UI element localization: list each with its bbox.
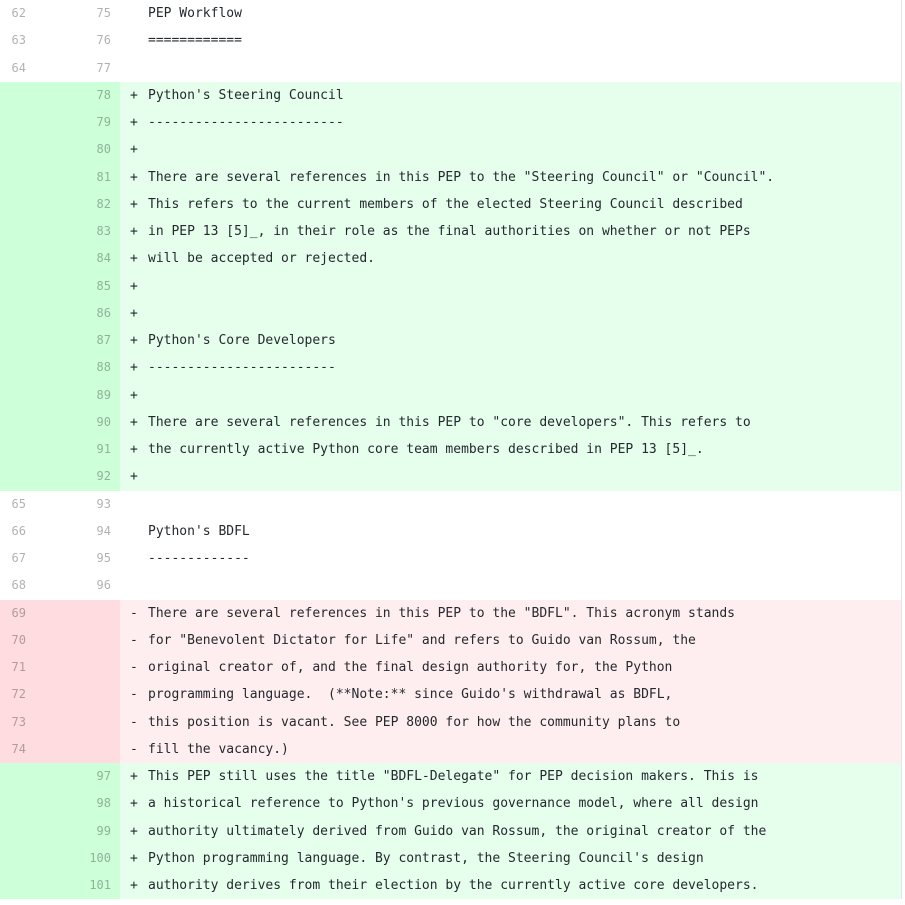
new-line-number[interactable]: 75 bbox=[96, 6, 111, 20]
diff-marker bbox=[120, 545, 148, 572]
old-line-number[interactable]: 63 bbox=[11, 33, 26, 48]
diff-marker bbox=[120, 27, 148, 54]
new-line-number[interactable]: 80 bbox=[36, 136, 120, 163]
new-line-number[interactable]: 86 bbox=[36, 300, 120, 327]
old-line-number[interactable] bbox=[0, 245, 36, 272]
new-line-number[interactable]: 99 bbox=[36, 818, 120, 845]
diff-marker: + bbox=[130, 305, 138, 321]
diff-marker: + bbox=[130, 251, 138, 267]
old-line-number[interactable]: 71 bbox=[0, 654, 36, 681]
old-line-number[interactable]: 72 bbox=[0, 681, 36, 708]
diff-line-deleted bbox=[0, 681, 901, 708]
diff-line-context bbox=[0, 27, 901, 54]
line-code: ------------- bbox=[148, 551, 250, 566]
old-line-number[interactable] bbox=[0, 354, 36, 381]
line-code: There are several references in this PEP to "core developers". This refers to bbox=[148, 414, 751, 430]
old-line-number[interactable] bbox=[0, 300, 36, 327]
diff-marker: + bbox=[130, 850, 138, 866]
diff-marker: + bbox=[130, 442, 138, 457]
line-code: ------------------------ bbox=[148, 360, 336, 376]
diff-marker: + bbox=[130, 878, 138, 893]
old-line-number[interactable]: 74 bbox=[0, 736, 36, 763]
diff-line-deleted bbox=[0, 736, 901, 763]
line-code: authority derives from their election by the currently active core developers. bbox=[148, 878, 759, 893]
new-line-number[interactable]: 84 bbox=[36, 245, 120, 272]
new-line-number[interactable]: 93 bbox=[96, 496, 111, 511]
diff-marker: + bbox=[130, 469, 138, 485]
old-line-number[interactable] bbox=[0, 109, 36, 136]
diff-marker: + bbox=[130, 278, 138, 294]
line-code: There are several references in this PEP to the "Steering Council" or "Council". bbox=[148, 169, 775, 185]
new-line-number[interactable] bbox=[36, 654, 120, 681]
old-line-number[interactable]: 70 bbox=[0, 627, 36, 654]
diff-line-context bbox=[0, 572, 901, 599]
new-line-number[interactable]: 95 bbox=[96, 551, 111, 565]
diff-line-added bbox=[0, 273, 901, 300]
diff-line-added bbox=[0, 463, 901, 490]
new-line-number[interactable]: 87 bbox=[36, 327, 120, 354]
old-line-number[interactable]: 73 bbox=[0, 709, 36, 736]
line-code: There are several references in this PEP to the "BDFL". This acronym stands bbox=[148, 605, 735, 621]
line-code bbox=[148, 300, 901, 327]
line-code: a historical reference to Python's previous governance model, where all design bbox=[148, 796, 759, 812]
diff-marker: + bbox=[130, 142, 138, 158]
diff-marker: - bbox=[130, 687, 138, 703]
old-line-number[interactable] bbox=[0, 872, 36, 899]
diff-marker: + bbox=[130, 769, 138, 784]
diff-line-added bbox=[0, 845, 901, 872]
diff-line-added bbox=[0, 136, 901, 163]
diff-line-added bbox=[0, 218, 901, 245]
line-code: for "Benevolent Dictator for Life" and refers to Guido van Rossum, the bbox=[148, 632, 696, 648]
diff-marker: + bbox=[130, 360, 138, 376]
new-line-number[interactable]: 77 bbox=[96, 60, 111, 75]
new-line-number[interactable]: 76 bbox=[96, 33, 111, 48]
line-code: Python programming language. By contrast, the Steering Council's design bbox=[148, 850, 704, 866]
line-code: will be accepted or rejected. bbox=[148, 251, 375, 267]
line-code: PEP Workflow bbox=[148, 6, 242, 21]
diff-line-added bbox=[0, 354, 901, 381]
new-line-number[interactable]: 85 bbox=[36, 273, 120, 300]
line-code: Python's Steering Council bbox=[148, 87, 344, 103]
new-line-number[interactable]: 82 bbox=[36, 191, 120, 218]
old-line-number[interactable]: 66 bbox=[11, 523, 26, 538]
new-line-number[interactable]: 98 bbox=[36, 790, 120, 817]
old-line-number[interactable] bbox=[0, 136, 36, 163]
old-line-number[interactable] bbox=[0, 409, 36, 436]
old-line-number[interactable] bbox=[0, 463, 36, 490]
diff-line-added bbox=[0, 409, 901, 436]
old-line-number[interactable] bbox=[0, 164, 36, 191]
line-code bbox=[148, 491, 901, 518]
line-code bbox=[148, 55, 901, 82]
diff-marker bbox=[120, 491, 148, 518]
old-line-number[interactable] bbox=[0, 218, 36, 245]
line-code bbox=[148, 136, 901, 163]
diff-marker bbox=[120, 55, 148, 82]
diff-marker bbox=[120, 518, 148, 545]
new-line-number[interactable]: 96 bbox=[96, 578, 111, 593]
diff-line-context bbox=[0, 518, 901, 545]
diff-line-added bbox=[0, 109, 901, 136]
new-line-number[interactable]: 89 bbox=[36, 382, 120, 409]
line-code: Python's Core Developers bbox=[148, 333, 336, 348]
diff-line-added bbox=[0, 164, 901, 191]
new-line-number[interactable]: 97 bbox=[36, 763, 120, 790]
old-line-number[interactable]: 62 bbox=[11, 6, 26, 20]
line-code bbox=[148, 463, 901, 490]
new-line-number[interactable]: 100 bbox=[36, 845, 120, 872]
new-line-number[interactable] bbox=[36, 600, 120, 627]
line-code: the currently active Python core team members described in PEP 13 [5]_. bbox=[148, 442, 704, 457]
line-code: ============ bbox=[148, 33, 242, 49]
old-line-number[interactable] bbox=[0, 82, 36, 109]
old-line-number[interactable] bbox=[0, 382, 36, 409]
diff-line-deleted bbox=[0, 627, 901, 654]
diff-line-added bbox=[0, 82, 901, 109]
line-code: programming language. (**Note:** since Guido's withdrawal as BDFL, bbox=[148, 687, 673, 703]
diff-marker: + bbox=[130, 196, 138, 212]
new-line-number[interactable]: 88 bbox=[36, 354, 120, 381]
line-code bbox=[148, 382, 901, 409]
diff-line-added bbox=[0, 382, 901, 409]
diff-marker: + bbox=[130, 169, 138, 185]
new-line-number[interactable]: 79 bbox=[36, 109, 120, 136]
diff-marker: - bbox=[130, 714, 138, 730]
old-line-number[interactable] bbox=[0, 273, 36, 300]
diff-line-added bbox=[0, 818, 901, 845]
diff-marker: + bbox=[130, 333, 138, 348]
diff-marker: - bbox=[130, 660, 138, 675]
line-code: fill the vacancy.) bbox=[148, 741, 289, 757]
diff-marker: + bbox=[130, 115, 138, 130]
line-code: ------------------------- bbox=[148, 115, 344, 130]
old-line-number[interactable]: 69 bbox=[0, 600, 36, 627]
line-code bbox=[148, 572, 901, 599]
diff-line-added bbox=[0, 245, 901, 272]
diff-line-added bbox=[0, 872, 901, 899]
diff-marker: + bbox=[130, 823, 138, 839]
new-line-number[interactable] bbox=[36, 736, 120, 763]
diff-marker: - bbox=[130, 632, 138, 648]
old-line-number[interactable] bbox=[0, 327, 36, 354]
old-line-number[interactable] bbox=[0, 763, 36, 790]
diff-line-added bbox=[0, 763, 901, 790]
old-line-number[interactable] bbox=[0, 191, 36, 218]
line-code: Python's BDFL bbox=[148, 523, 250, 539]
diff-line-deleted bbox=[0, 709, 901, 736]
diff-marker: + bbox=[130, 224, 138, 239]
diff-line-added bbox=[0, 191, 901, 218]
line-code: in PEP 13 [5]_, in their role as the final authorities on whether or not PEPs bbox=[148, 224, 751, 239]
old-line-number[interactable] bbox=[0, 818, 36, 845]
diff-marker: - bbox=[130, 605, 138, 621]
diff-marker: + bbox=[130, 87, 138, 103]
diff-line-context bbox=[0, 0, 901, 27]
line-code: this position is vacant. See PEP 8000 for how the community plans to bbox=[148, 714, 681, 730]
diff-line-deleted bbox=[0, 600, 901, 627]
old-line-number[interactable]: 67 bbox=[11, 551, 26, 565]
new-line-number[interactable]: 83 bbox=[36, 218, 120, 245]
old-line-number[interactable]: 65 bbox=[11, 496, 26, 511]
new-line-number[interactable] bbox=[36, 709, 120, 736]
line-code: original creator of, and the final design authority for, the Python bbox=[148, 660, 673, 675]
old-line-number[interactable] bbox=[0, 790, 36, 817]
diff-marker bbox=[120, 572, 148, 599]
new-line-number[interactable] bbox=[36, 627, 120, 654]
diff-marker bbox=[120, 0, 148, 27]
line-code: authority ultimately derived from Guido van Rossum, the original creator of the bbox=[148, 823, 767, 839]
new-line-number[interactable]: 78 bbox=[36, 82, 120, 109]
line-code: This refers to the current members of the elected Steering Council described bbox=[148, 196, 743, 212]
new-line-number[interactable]: 92 bbox=[36, 463, 120, 490]
diff-line-context bbox=[0, 55, 901, 82]
diff-line-context bbox=[0, 491, 901, 518]
diff-line-added bbox=[0, 436, 901, 463]
diff-line-added bbox=[0, 790, 901, 817]
diff-marker: + bbox=[130, 387, 138, 403]
new-line-number[interactable]: 101 bbox=[36, 872, 120, 899]
diff-marker: + bbox=[130, 796, 138, 812]
old-line-number[interactable]: 64 bbox=[11, 60, 26, 75]
line-code: This PEP still uses the title "BDFL-Delegate" for PEP decision makers. This is bbox=[148, 769, 759, 784]
old-line-number[interactable] bbox=[0, 436, 36, 463]
new-line-number[interactable]: 94 bbox=[96, 523, 111, 538]
new-line-number[interactable]: 90 bbox=[36, 409, 120, 436]
diff-line-added bbox=[0, 300, 901, 327]
new-line-number[interactable]: 81 bbox=[36, 164, 120, 191]
diff-line-deleted bbox=[0, 654, 901, 681]
new-line-number[interactable] bbox=[36, 681, 120, 708]
diff-marker: + bbox=[130, 414, 138, 430]
diff-marker: - bbox=[130, 741, 138, 757]
diff-line-added bbox=[0, 327, 901, 354]
old-line-number[interactable] bbox=[0, 845, 36, 872]
old-line-number[interactable]: 68 bbox=[11, 578, 26, 593]
new-line-number[interactable]: 91 bbox=[36, 436, 120, 463]
line-code bbox=[148, 273, 901, 300]
diff-line-context bbox=[0, 545, 901, 572]
